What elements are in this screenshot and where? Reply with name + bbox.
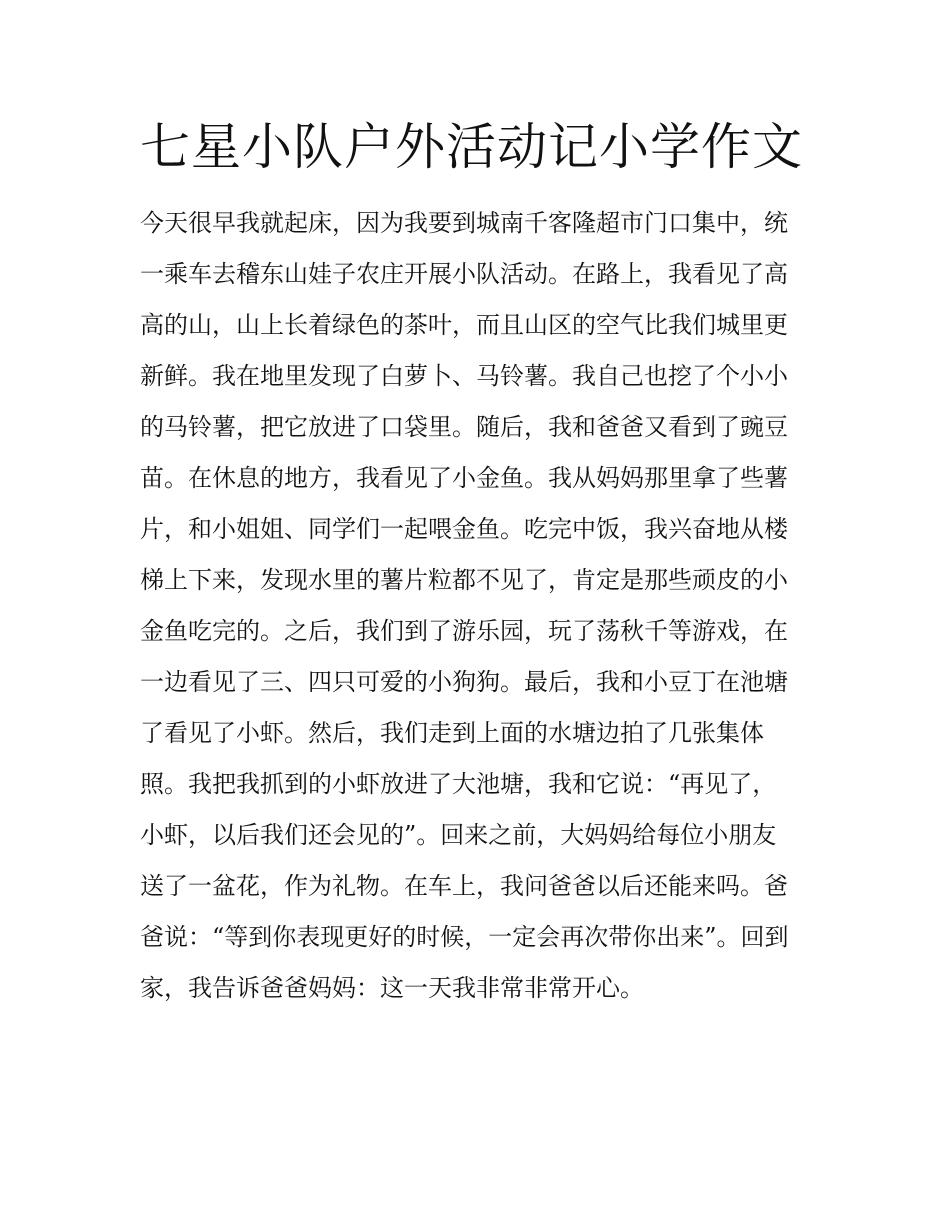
essay-line: 梯上下来，发现水里的薯片粒都不见了，肯定是那些顽皮的小 bbox=[140, 566, 788, 594]
essay-line: 今天很早我就起床，因为我要到城南千客隆超市门口集中，统 bbox=[140, 209, 788, 237]
essay-line: 的马铃薯，把它放进了口袋里。随后，我和爸爸又看到了豌豆 bbox=[140, 413, 788, 441]
essay-line: 小虾，以后我们还会见的”。回来之前，大妈妈给每位小朋友 bbox=[140, 821, 777, 849]
document-title: 七星小队户外活动记小学作文 bbox=[140, 118, 803, 176]
essay-line: 金鱼吃完的。之后，我们到了游乐园，玩了荡秋千等游戏，在 bbox=[140, 617, 788, 645]
essay-body bbox=[140, 198, 820, 1014]
essay-line: 一乘车去稽东山娃子农庄开展小队活动。在路上，我看见了高 bbox=[140, 260, 788, 288]
essay-line: 片，和小姐姐、同学们一起喂金鱼。吃完中饭，我兴奋地从楼 bbox=[140, 515, 788, 543]
essay-line: 了看见了小虾。然后，我们走到上面的水塘边拍了几张集体 bbox=[140, 719, 764, 747]
essay-line: 高的山，山上长着绿色的茶叶，而且山区的空气比我们城里更 bbox=[140, 311, 788, 339]
essay-line: 家，我告诉爸爸妈妈：这一天我非常非常开心。 bbox=[140, 974, 644, 1002]
essay-line: 爸说：“等到你表现更好的时候，一定会再次带你出来”。回到 bbox=[140, 923, 789, 951]
essay-line: 照。我把我抓到的小虾放进了大池塘，我和它说：“再见了， bbox=[140, 770, 777, 798]
essay-line: 新鲜。我在地里发现了白萝卜、马铃薯。我自己也挖了个小小 bbox=[140, 362, 788, 390]
essay-line: 苗。在休息的地方，我看见了小金鱼。我从妈妈那里拿了些薯 bbox=[140, 464, 788, 492]
essay-line: 送了一盆花，作为礼物。在车上，我问爸爸以后还能来吗。爸 bbox=[140, 872, 788, 900]
essay-line: 一边看见了三、四只可爱的小狗狗。最后，我和小豆丁在池塘 bbox=[140, 668, 788, 696]
